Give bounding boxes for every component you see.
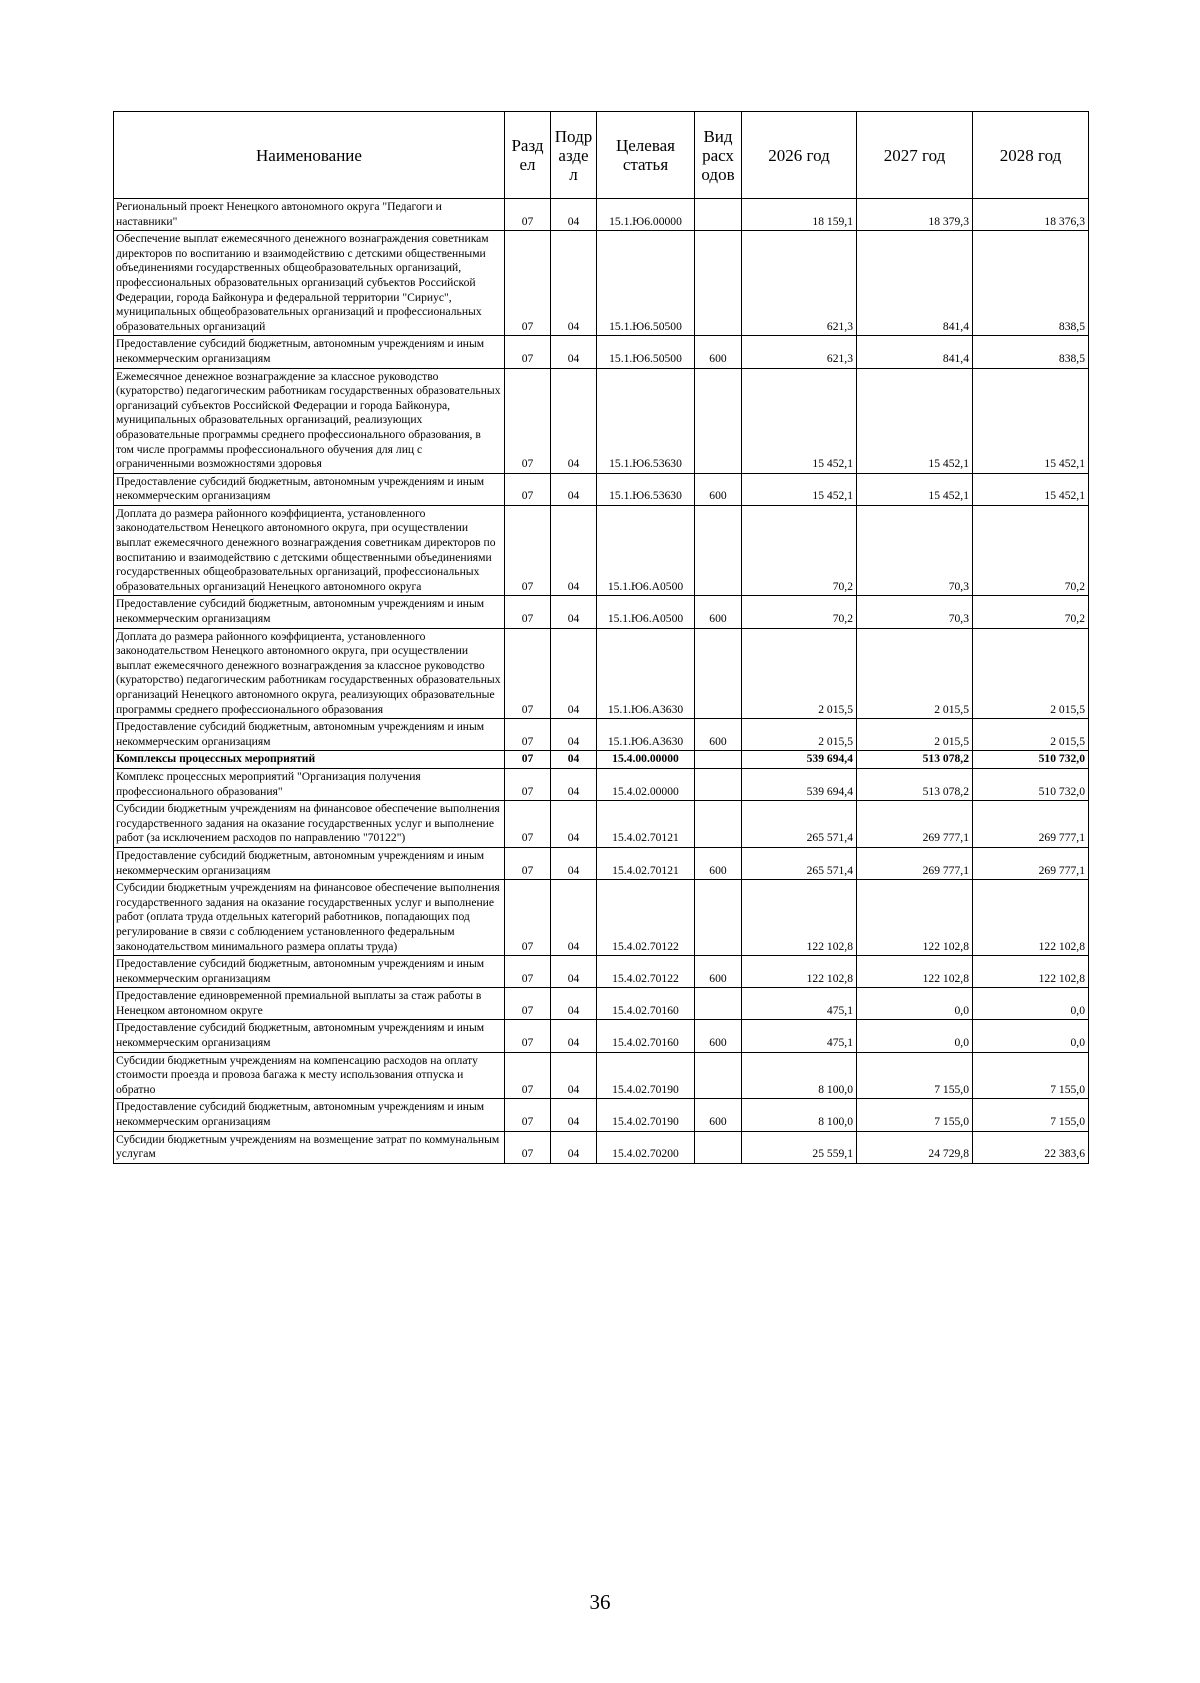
cell-name: Субсидии бюджетным учреждениям на финансовое обеспечение выполнения государственного задания на оказание государственных услуг и выполнение работ (оплата труда отдельных категорий работников, попадающих под регулирование в связи с соблюдением установленного федеральным законодательством минимального размера оплаты труда) <box>114 880 505 956</box>
cell-2027: 2 015,5 <box>857 719 973 751</box>
cell-razdel: 07 <box>505 801 551 848</box>
cell-article: 15.4.02.70122 <box>597 956 695 988</box>
cell-2026: 70,2 <box>742 596 857 628</box>
cell-razdel: 07 <box>505 231 551 336</box>
cell-podrazdel: 04 <box>551 956 597 988</box>
cell-2026: 621,3 <box>742 231 857 336</box>
header-2027: 2027 год <box>857 112 973 199</box>
cell-2027: 841,4 <box>857 336 973 368</box>
cell-article: 15.1.Ю6.53630 <box>597 473 695 505</box>
cell-vid <box>695 751 742 769</box>
cell-2026: 15 452,1 <box>742 368 857 473</box>
cell-name: Предоставление субсидий бюджетным, автономным учреждениям и иным некоммерческим организациям <box>114 847 505 879</box>
cell-2026: 122 102,8 <box>742 956 857 988</box>
cell-article: 15.4.02.70190 <box>597 1099 695 1131</box>
cell-vid: 600 <box>695 336 742 368</box>
cell-name: Предоставление субсидий бюджетным, автономным учреждениям и иным некоммерческим организациям <box>114 1099 505 1131</box>
cell-podrazdel: 04 <box>551 768 597 800</box>
table-row <box>114 956 1089 988</box>
cell-2028: 15 452,1 <box>973 473 1089 505</box>
cell-razdel: 07 <box>505 751 551 769</box>
cell-2027: 269 777,1 <box>857 847 973 879</box>
cell-2026: 70,2 <box>742 505 857 596</box>
cell-article: 15.4.02.70160 <box>597 988 695 1020</box>
table-row <box>114 1099 1089 1131</box>
cell-article: 15.4.02.70122 <box>597 880 695 956</box>
cell-2028: 7 155,0 <box>973 1099 1089 1131</box>
table-row <box>114 768 1089 800</box>
cell-name: Предоставление субсидий бюджетным, автономным учреждениям и иным некоммерческим организациям <box>114 719 505 751</box>
header-2026: 2026 год <box>742 112 857 199</box>
page-number: 36 <box>589 1590 611 1614</box>
cell-article: 15.1.Ю6.53630 <box>597 368 695 473</box>
cell-article: 15.1.Ю6.50500 <box>597 336 695 368</box>
cell-vid <box>695 231 742 336</box>
cell-razdel: 07 <box>505 880 551 956</box>
cell-podrazdel: 04 <box>551 1099 597 1131</box>
cell-vid: 600 <box>695 1099 742 1131</box>
table-row <box>114 880 1089 956</box>
cell-podrazdel: 04 <box>551 719 597 751</box>
cell-name: Комплексы процессных мероприятий <box>114 751 505 769</box>
table-row <box>114 505 1089 596</box>
table-row <box>114 847 1089 879</box>
cell-article: 15.4.02.00000 <box>597 768 695 800</box>
cell-2027: 7 155,0 <box>857 1052 973 1099</box>
cell-2028: 122 102,8 <box>973 956 1089 988</box>
cell-article: 15.4.02.70121 <box>597 801 695 848</box>
cell-vid <box>695 880 742 956</box>
cell-name: Предоставление субсидий бюджетным, автономным учреждениям и иным некоммерческим организациям <box>114 956 505 988</box>
cell-razdel: 07 <box>505 199 551 231</box>
cell-podrazdel: 04 <box>551 880 597 956</box>
cell-podrazdel: 04 <box>551 231 597 336</box>
cell-name: Субсидии бюджетным учреждениям на возмещение затрат по коммунальным услугам <box>114 1131 505 1163</box>
cell-name: Доплата до размера районного коэффициента, установленного законодательством Ненецкого автономного округа, при осуществлении выплат ежемесячного денежного вознаграждения за классное руководство (кураторство) педагогическим работникам государственных образовательных организаций Ненецкого автономного округа, реализующих образовательные программы среднего профессионального образования <box>114 628 505 719</box>
cell-2026: 539 694,4 <box>742 768 857 800</box>
table-row <box>114 473 1089 505</box>
table-row <box>114 199 1089 231</box>
cell-podrazdel: 04 <box>551 1020 597 1052</box>
cell-2026: 122 102,8 <box>742 880 857 956</box>
cell-2027: 15 452,1 <box>857 473 973 505</box>
cell-vid <box>695 628 742 719</box>
header-article: Целевая статья <box>597 112 695 199</box>
cell-podrazdel: 04 <box>551 336 597 368</box>
table-row <box>114 988 1089 1020</box>
cell-vid: 600 <box>695 847 742 879</box>
cell-razdel: 07 <box>505 1099 551 1131</box>
cell-2027: 841,4 <box>857 231 973 336</box>
table-row <box>114 231 1089 336</box>
cell-razdel: 07 <box>505 368 551 473</box>
table-row <box>114 628 1089 719</box>
cell-name: Предоставление единовременной премиальной выплаты за стаж работы в Ненецком автономном округе <box>114 988 505 1020</box>
cell-razdel: 07 <box>505 1131 551 1163</box>
cell-vid: 600 <box>695 719 742 751</box>
cell-podrazdel: 04 <box>551 596 597 628</box>
cell-2026: 475,1 <box>742 1020 857 1052</box>
cell-name: Субсидии бюджетным учреждениям на компенсацию расходов на оплату стоимости проезда и провоза багажа к месту использования отпуска и обратно <box>114 1052 505 1099</box>
cell-name: Предоставление субсидий бюджетным, автономным учреждениям и иным некоммерческим организациям <box>114 336 505 368</box>
cell-razdel: 07 <box>505 768 551 800</box>
cell-razdel: 07 <box>505 473 551 505</box>
cell-article: 15.1.Ю6.50500 <box>597 231 695 336</box>
cell-2027: 15 452,1 <box>857 368 973 473</box>
cell-2026: 475,1 <box>742 988 857 1020</box>
cell-vid <box>695 199 742 231</box>
cell-vid: 600 <box>695 956 742 988</box>
cell-article: 15.4.02.70190 <box>597 1052 695 1099</box>
cell-name: Ежемесячное денежное вознаграждение за классное руководство (кураторство) педагогическим работникам государственных образовательных организаций субъектов Российской Федерации и города Байконура, муниципальных образовательных организаций, реализующих образовательные программы среднего профессионального образования, в том числе программы профессионального обучения для лиц с ограниченными возможностями здоровья <box>114 368 505 473</box>
cell-2026: 18 159,1 <box>742 199 857 231</box>
table-header-row <box>114 112 1089 199</box>
cell-podrazdel: 04 <box>551 628 597 719</box>
cell-name: Предоставление субсидий бюджетным, автономным учреждениям и иным некоммерческим организациям <box>114 473 505 505</box>
cell-vid <box>695 988 742 1020</box>
cell-name: Предоставление субсидий бюджетным, автономным учреждениям и иным некоммерческим организациям <box>114 596 505 628</box>
cell-2028: 70,2 <box>973 596 1089 628</box>
header-razdel: Разд ел <box>505 112 551 199</box>
cell-razdel: 07 <box>505 719 551 751</box>
cell-2026: 621,3 <box>742 336 857 368</box>
cell-razdel: 07 <box>505 988 551 1020</box>
cell-2027: 2 015,5 <box>857 628 973 719</box>
cell-2027: 269 777,1 <box>857 801 973 848</box>
cell-podrazdel: 04 <box>551 199 597 231</box>
table-row <box>114 1131 1089 1163</box>
cell-2028: 510 732,0 <box>973 768 1089 800</box>
cell-2026: 25 559,1 <box>742 1131 857 1163</box>
cell-2028: 838,5 <box>973 336 1089 368</box>
budget-table <box>113 111 1089 1164</box>
cell-name: Обеспечение выплат ежемесячного денежного вознаграждения советникам директоров по воспитанию и взаимодействию с детскими общественными объединениями государственных общеобразовательных организаций, профессиональных образовательных организаций субъектов Российской Федерации, города Байконура и федеральной территории "Сириус", муниципальных общеобразовательных организаций и профессиональных образовательных организаций <box>114 231 505 336</box>
cell-2027: 513 078,2 <box>857 768 973 800</box>
cell-2028: 838,5 <box>973 231 1089 336</box>
cell-name: Региональный проект Ненецкого автономного округа "Педагоги и наставники" <box>114 199 505 231</box>
cell-podrazdel: 04 <box>551 1131 597 1163</box>
cell-podrazdel: 04 <box>551 988 597 1020</box>
header-name: Наименование <box>114 112 505 199</box>
cell-2028: 2 015,5 <box>973 719 1089 751</box>
cell-article: 15.1.Ю6.А3630 <box>597 719 695 751</box>
cell-vid <box>695 768 742 800</box>
cell-vid: 600 <box>695 473 742 505</box>
cell-podrazdel: 04 <box>551 847 597 879</box>
cell-podrazdel: 04 <box>551 801 597 848</box>
table-body <box>114 199 1089 1164</box>
cell-2026: 8 100,0 <box>742 1052 857 1099</box>
cell-article: 15.1.Ю6.А3630 <box>597 628 695 719</box>
cell-article: 15.1.Ю6.А0500 <box>597 596 695 628</box>
cell-razdel: 07 <box>505 336 551 368</box>
cell-2027: 18 379,3 <box>857 199 973 231</box>
cell-article: 15.4.00.00000 <box>597 751 695 769</box>
table-row <box>114 336 1089 368</box>
cell-razdel: 07 <box>505 847 551 879</box>
header-2028: 2028 год <box>973 112 1089 199</box>
cell-2027: 0,0 <box>857 1020 973 1052</box>
budget-table-sheet <box>113 111 1088 1164</box>
cell-podrazdel: 04 <box>551 368 597 473</box>
cell-2027: 70,3 <box>857 596 973 628</box>
cell-name: Субсидии бюджетным учреждениям на финансовое обеспечение выполнения государственного задания на оказание государственных услуг и выполнение работ (за исключением расходов по направлению "70122") <box>114 801 505 848</box>
cell-podrazdel: 04 <box>551 1052 597 1099</box>
cell-2027: 122 102,8 <box>857 956 973 988</box>
cell-article: 15.1.Ю6.00000 <box>597 199 695 231</box>
table-row <box>114 719 1089 751</box>
cell-article: 15.4.02.70121 <box>597 847 695 879</box>
cell-2027: 0,0 <box>857 988 973 1020</box>
cell-2026: 8 100,0 <box>742 1099 857 1131</box>
cell-2026: 265 571,4 <box>742 801 857 848</box>
cell-razdel: 07 <box>505 1052 551 1099</box>
cell-2028: 269 777,1 <box>973 801 1089 848</box>
cell-2028: 0,0 <box>973 1020 1089 1052</box>
table-row <box>114 368 1089 473</box>
cell-2028: 70,2 <box>973 505 1089 596</box>
cell-vid: 600 <box>695 596 742 628</box>
table-row <box>114 1020 1089 1052</box>
cell-article: 15.4.02.70160 <box>597 1020 695 1052</box>
cell-podrazdel: 04 <box>551 505 597 596</box>
cell-2028: 122 102,8 <box>973 880 1089 956</box>
cell-2027: 70,3 <box>857 505 973 596</box>
cell-vid <box>695 368 742 473</box>
cell-name: Предоставление субсидий бюджетным, автономным учреждениям и иным некоммерческим организациям <box>114 1020 505 1052</box>
cell-2028: 0,0 <box>973 988 1089 1020</box>
cell-vid <box>695 801 742 848</box>
cell-razdel: 07 <box>505 505 551 596</box>
cell-vid <box>695 1052 742 1099</box>
cell-podrazdel: 04 <box>551 751 597 769</box>
cell-name: Доплата до размера районного коэффициента, установленного законодательством Ненецкого автономного округа, при осуществлении выплат ежемесячного денежного вознаграждения советникам директоров по воспитанию и взаимодействию с детскими общественными объединениями государственных общеобразовательных организаций, профессиональных образовательных организаций Ненецкого автономного округа <box>114 505 505 596</box>
table-row <box>114 1052 1089 1099</box>
table-row <box>114 801 1089 848</box>
table-row <box>114 596 1089 628</box>
cell-2026: 265 571,4 <box>742 847 857 879</box>
cell-razdel: 07 <box>505 628 551 719</box>
cell-article: 15.1.Ю6.А0500 <box>597 505 695 596</box>
cell-razdel: 07 <box>505 956 551 988</box>
table-row <box>114 751 1089 769</box>
cell-vid <box>695 1131 742 1163</box>
cell-2028: 269 777,1 <box>973 847 1089 879</box>
cell-name: Комплекс процессных мероприятий "Организация получения профессионального образования" <box>114 768 505 800</box>
cell-2026: 2 015,5 <box>742 628 857 719</box>
cell-2028: 22 383,6 <box>973 1131 1089 1163</box>
cell-vid <box>695 505 742 596</box>
header-vid: Вид расх одов <box>695 112 742 199</box>
cell-2026: 539 694,4 <box>742 751 857 769</box>
cell-2026: 15 452,1 <box>742 473 857 505</box>
cell-2027: 513 078,2 <box>857 751 973 769</box>
cell-2026: 2 015,5 <box>742 719 857 751</box>
cell-razdel: 07 <box>505 596 551 628</box>
cell-2028: 510 732,0 <box>973 751 1089 769</box>
cell-2027: 122 102,8 <box>857 880 973 956</box>
cell-article: 15.4.02.70200 <box>597 1131 695 1163</box>
cell-razdel: 07 <box>505 1020 551 1052</box>
header-podrazdel: Подр азде л <box>551 112 597 199</box>
cell-2027: 24 729,8 <box>857 1131 973 1163</box>
cell-vid: 600 <box>695 1020 742 1052</box>
cell-2028: 15 452,1 <box>973 368 1089 473</box>
cell-podrazdel: 04 <box>551 473 597 505</box>
cell-2027: 7 155,0 <box>857 1099 973 1131</box>
cell-2028: 2 015,5 <box>973 628 1089 719</box>
cell-2028: 7 155,0 <box>973 1052 1089 1099</box>
cell-2028: 18 376,3 <box>973 199 1089 231</box>
